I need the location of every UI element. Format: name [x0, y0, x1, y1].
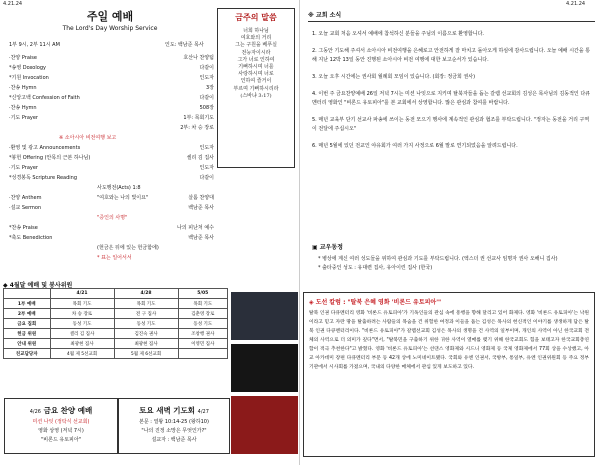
duty-cell: 셀리 김 집사	[50, 329, 114, 339]
order-item-label: ·찬송 Hymn	[9, 105, 37, 111]
order-item-detail: "증인의 사명"	[97, 215, 128, 221]
date-left: 4.21.24	[3, 1, 23, 7]
verse-line: 전능자이시라	[241, 49, 271, 56]
duty-cell: 동성 기도	[50, 319, 114, 329]
order-item-label: ·설교 Sermon	[9, 205, 42, 211]
order-item-leader: 호산나 찬양팀	[183, 55, 214, 61]
order-item-leader: 셀리 김 집사	[186, 155, 214, 161]
order-item-leader: 인도자	[199, 75, 214, 81]
verse-line: (스바냐 3:17)	[240, 92, 272, 99]
column-title: ◈ 도선 칼럼 : "탈북 은혜 영화 '비론드 유토피아'"	[309, 299, 442, 306]
verse-line: 그는 구원을 베푸실	[235, 42, 277, 49]
order-item-leader: 나의 피난처 예수	[177, 225, 214, 231]
duty-cell: 전 구 집사	[114, 309, 178, 319]
movie-posters	[231, 292, 298, 455]
weekly-verse-box	[217, 8, 295, 168]
saturday-prayer-box	[118, 398, 230, 454]
saturday-prayer-line3: 설교자 : 백남준 목사	[151, 437, 197, 443]
poster-image-2	[231, 344, 298, 392]
order-row	[9, 153, 214, 163]
order-row	[9, 213, 214, 223]
friday-worship-line2: 영화 상영 (저녁 7시)	[38, 428, 84, 434]
fellowship-heading: ▣ 교우동정	[312, 244, 343, 251]
order-row	[9, 243, 214, 253]
duty-header-cell: 4/21	[50, 289, 114, 299]
church-news-list	[312, 30, 592, 159]
order-item-label: *신앙고백 Confession of Faith	[9, 95, 80, 101]
order-row	[9, 113, 214, 123]
duty-cell: 최광현 집사	[50, 339, 114, 349]
friday-worship-box	[4, 398, 118, 454]
news-item: 4. 이번 주 금요찬양예배 26일 저녁 7시는 미션 나잇으로 지키며 탈북자들을 돕는 갈렙 선교회의 김성은 목사님의 김동적인 다큐멘터리 영화인 "비론드 유토피아"를 본 교회에서 상영합니다. 많은 관심과 참여를 바랍니다.	[312, 91, 591, 106]
order-row	[9, 163, 214, 173]
order-item-leader: 508장	[199, 105, 214, 111]
saturday-prayer-line2: "나의 진정 소망은 무엇인가?"	[141, 428, 207, 434]
duty-cell: 동성 기도	[114, 319, 178, 329]
news-item: 5. 매년 교육부 단기 선교사 파송에 쓰이는 동전 모으기 행사에 계속적인 관심과 협조를 부탁드립니다. "정자는 동전을 거리 구역이 전달에 주십시오"	[312, 117, 590, 132]
friday-worship-line3: "비론드 유토피아"	[41, 437, 81, 443]
duty-heading: ◆ 4월달 예배 및 봉사위원	[3, 282, 73, 289]
weekly-verse-lines	[218, 28, 294, 100]
order-item-label: *기원 Invocation	[9, 75, 49, 81]
duty-header-cell	[4, 289, 51, 299]
friday-worship-line1: 미션 나잇 (정탁식 선교회)	[32, 419, 90, 425]
duty-cell: 2부 예배	[4, 309, 51, 319]
duty-cell: 5월 제 6선교회	[114, 349, 178, 359]
order-item-leader: 다같이	[199, 175, 214, 181]
duty-cell: 안내 위원	[4, 339, 51, 349]
worship-presider: 인도: 백남준 목사	[165, 42, 204, 48]
order-row	[9, 233, 214, 243]
page-divider	[299, 0, 300, 465]
worship-subtitle: The Lord's Day Worship Service	[62, 25, 158, 32]
order-item-leader: 백남준 목사	[188, 205, 214, 211]
duty-cell: 목회 기도	[114, 299, 178, 309]
duty-row	[4, 349, 228, 359]
verse-line: 기뻐하시며 너를	[238, 64, 274, 71]
duty-cell: 조창행 권사	[178, 329, 227, 339]
order-item-leader: 백남준 목사	[188, 235, 214, 241]
friday-worship-title: 4/26 금요 찬양 예배	[29, 406, 93, 415]
duty-cell: 김춘영 장로	[178, 309, 227, 319]
order-row	[9, 173, 214, 183]
church-news-heading: ※ 교회 소식	[308, 10, 595, 22]
news-item: 3. 오늘 오후 시간에는 권사회 월례회 모임이 있습니다. (회장: 정금희 권사)	[312, 74, 476, 80]
verse-line: 그가 너로 인하여	[237, 56, 275, 63]
order-item-leader: 1부: 목회기도	[183, 115, 214, 121]
order-row	[9, 203, 214, 213]
order-row	[9, 183, 214, 193]
order-item-detail: * 표는 일어서서	[97, 255, 132, 261]
duty-header-row	[4, 289, 228, 299]
order-row	[9, 123, 214, 133]
verse-line: 여호와의 거리	[240, 35, 272, 42]
saturday-prayer-line1: 본문 : 열왕 10:14-25 (왕하10)	[139, 419, 209, 425]
duty-cell: 4월 제 5선교회	[50, 349, 114, 359]
poster-image-3	[231, 396, 298, 454]
order-item-label: ·찬송 Hymn	[9, 85, 37, 91]
order-item-label: ·기도 Prayer	[9, 165, 38, 171]
order-row	[9, 133, 214, 143]
order-item-label: *찬송 Praise	[9, 225, 38, 231]
duty-cell: 차 승 장로	[50, 309, 114, 319]
verse-line: 부르며 기뻐하시리라	[233, 85, 279, 92]
duty-row	[4, 309, 228, 319]
order-row	[9, 83, 214, 93]
duty-cell: 1부 예배	[4, 299, 51, 309]
order-item-detail: 사도행전(Acts) 1:8	[97, 185, 141, 191]
duty-cell: 이영민 집사	[178, 339, 227, 349]
order-item-detail: (헌금은 뒤에 있는 헌금함에)	[97, 245, 159, 251]
duty-row	[4, 329, 228, 339]
order-item-label: ※ 소아시아 비전여행 보고	[59, 135, 117, 141]
fellowship-item: * 출타중인 성도 : 유대련 집사, 유아이린 집사 (한국)	[318, 264, 433, 271]
order-item-label: ·기도 Prayer	[9, 115, 38, 121]
saturday-prayer-title: 토요 새벽 기도회 4/27	[139, 406, 209, 415]
order-of-worship	[9, 53, 214, 263]
duty-header-cell: 5/05	[178, 289, 227, 299]
column-article	[303, 292, 595, 457]
fellowship-item: * 병상에 계신 여러 성도들을 위하여 관심과 기도를 부탁드립니다. (엑스더 권 선교사 임명자 권사 오해니 집사)	[318, 256, 558, 262]
order-row	[9, 193, 214, 203]
order-item-label: ·환영 및 광고 Announcements	[9, 145, 81, 151]
order-item-leader: 인도자	[199, 145, 214, 151]
order-row	[9, 143, 214, 153]
news-item: 2. 그동안 기도해 주셔서 소아시아 비전여행을 은혜로고 안전하게 잘 마치고 돌아오게 하심에 감사드립니다. 오늘 예배 시간을 통해 지난 12박 13일 동안 진행된 소아시아 비전 여행에 대한 보고순서가 있습니다.	[312, 48, 591, 63]
order-item-label: ·찬양 Praise	[9, 55, 37, 61]
date-right: 4.21.24	[566, 1, 586, 7]
worship-title: 주일 예배	[86, 10, 134, 23]
duty-cell: 최광현 집사	[114, 339, 178, 349]
order-item-label: *송영 Doxology	[9, 65, 46, 71]
order-item-label: *축도 Benediction	[9, 235, 53, 241]
verse-line: 사랑하시며 너로	[238, 71, 274, 78]
duty-header-cell: 4/28	[114, 289, 178, 299]
duty-cell: 목회 기도	[50, 299, 114, 309]
worship-time: 1부 9시, 2부 11시 AM	[9, 42, 60, 48]
fellowship-list	[318, 255, 594, 272]
order-row	[9, 63, 214, 73]
news-item: 6. 매년 5월에 있던 전교인 야유회가 여러 가지 사정으로 6월 말로 연기되었음을 알려드립니다.	[312, 143, 518, 149]
order-row	[9, 223, 214, 233]
duty-cell: 김진숙 권사	[114, 329, 178, 339]
order-item-leader: 다같이	[199, 95, 214, 101]
verse-line: 인하여 즐거이	[240, 78, 272, 85]
order-item-leader: 살롬 찬양대	[188, 195, 214, 201]
order-item-label: *성경봉독 Scripture Reading	[9, 175, 77, 181]
poster-image-1	[231, 292, 298, 340]
order-row	[9, 73, 214, 83]
duty-cell	[178, 349, 227, 359]
order-item-leader: 2부: 차 승 장로	[180, 125, 214, 131]
duty-cell: 금요 집회	[4, 319, 51, 329]
order-item-leader: 인도자	[199, 165, 214, 171]
duty-row	[4, 339, 228, 349]
duty-table	[3, 288, 228, 359]
order-item-label: *봉헌 Offering (안목의 근본 하나님)	[9, 155, 91, 161]
duty-cell: 헌금 위원	[4, 329, 51, 339]
duty-row	[4, 319, 228, 329]
duty-cell: 친교담당자	[4, 349, 51, 359]
order-row	[9, 253, 214, 263]
duty-row	[4, 299, 228, 309]
column-body: 탈북 인권 다큐멘터리 영화 '비론드 유토피아'가 기독인들의 관심 속에 흥행을 향해 달리고 있어 화제다. 영화 '비론드 유토피아'는 낙원이라고 믿고 자란 땅을 탈출하려는 사람들의 목숨을 건 위험한 여정과 이들을 돕는 김성은 목사의 헌신적인 이야기를 생생하게 담은 탈북 인권 다큐멘터리이다. "비론드 유토피아"가 갈렙선교회 김성은 목사의 생명을 건 사역의 일부이며, 개인의 사역이 아닌 한국교회 전체의 사역으로 더 의미가 깊다"면서, "탈북민을 구출하기 위한 귀한 사역이 열매를 맺기 위해 한국교회도 힘을 보태고자 한국교회총연합이 적극 추천한다"고 밝혔다. 영화 '비론드 유토피아'는 선댄스 영화제와 시드니 영화제 등 국제 영화제에서 77회 상을 수상했고, 아교 아카데미 장편 다큐멘터리 부문 등 42개 상에 노미네이트됐다. 국회와 유엔 인권서, 국방부, 통일부, 유엔 인권위원회 등 주요 정부기관에서 시사회를 가졌으며, 국내의 다양한 매체에서 관심 있게 보도하고 있다.	[309, 311, 589, 370]
order-item-detail: "여호와는 나의 빛이요"	[97, 195, 149, 201]
order-row	[9, 103, 214, 113]
duty-cell: 동성 기도	[178, 319, 227, 329]
order-row	[9, 93, 214, 103]
weekly-verse-title: 금주의 말씀	[235, 13, 277, 22]
order-row	[9, 53, 214, 63]
order-item-leader: 3장	[205, 85, 214, 91]
verse-line: 너희 하나님	[243, 28, 269, 34]
order-item-label: ·찬양 Anthem	[9, 195, 42, 201]
order-item-leader: 다같이	[199, 65, 214, 71]
duty-cell: 목회 기도	[178, 299, 227, 309]
news-item: 1. 오늘 교회 처음 오셔서 예배에 참석하신 분들을 주님의 이름으로 환영합니다.	[312, 31, 484, 37]
